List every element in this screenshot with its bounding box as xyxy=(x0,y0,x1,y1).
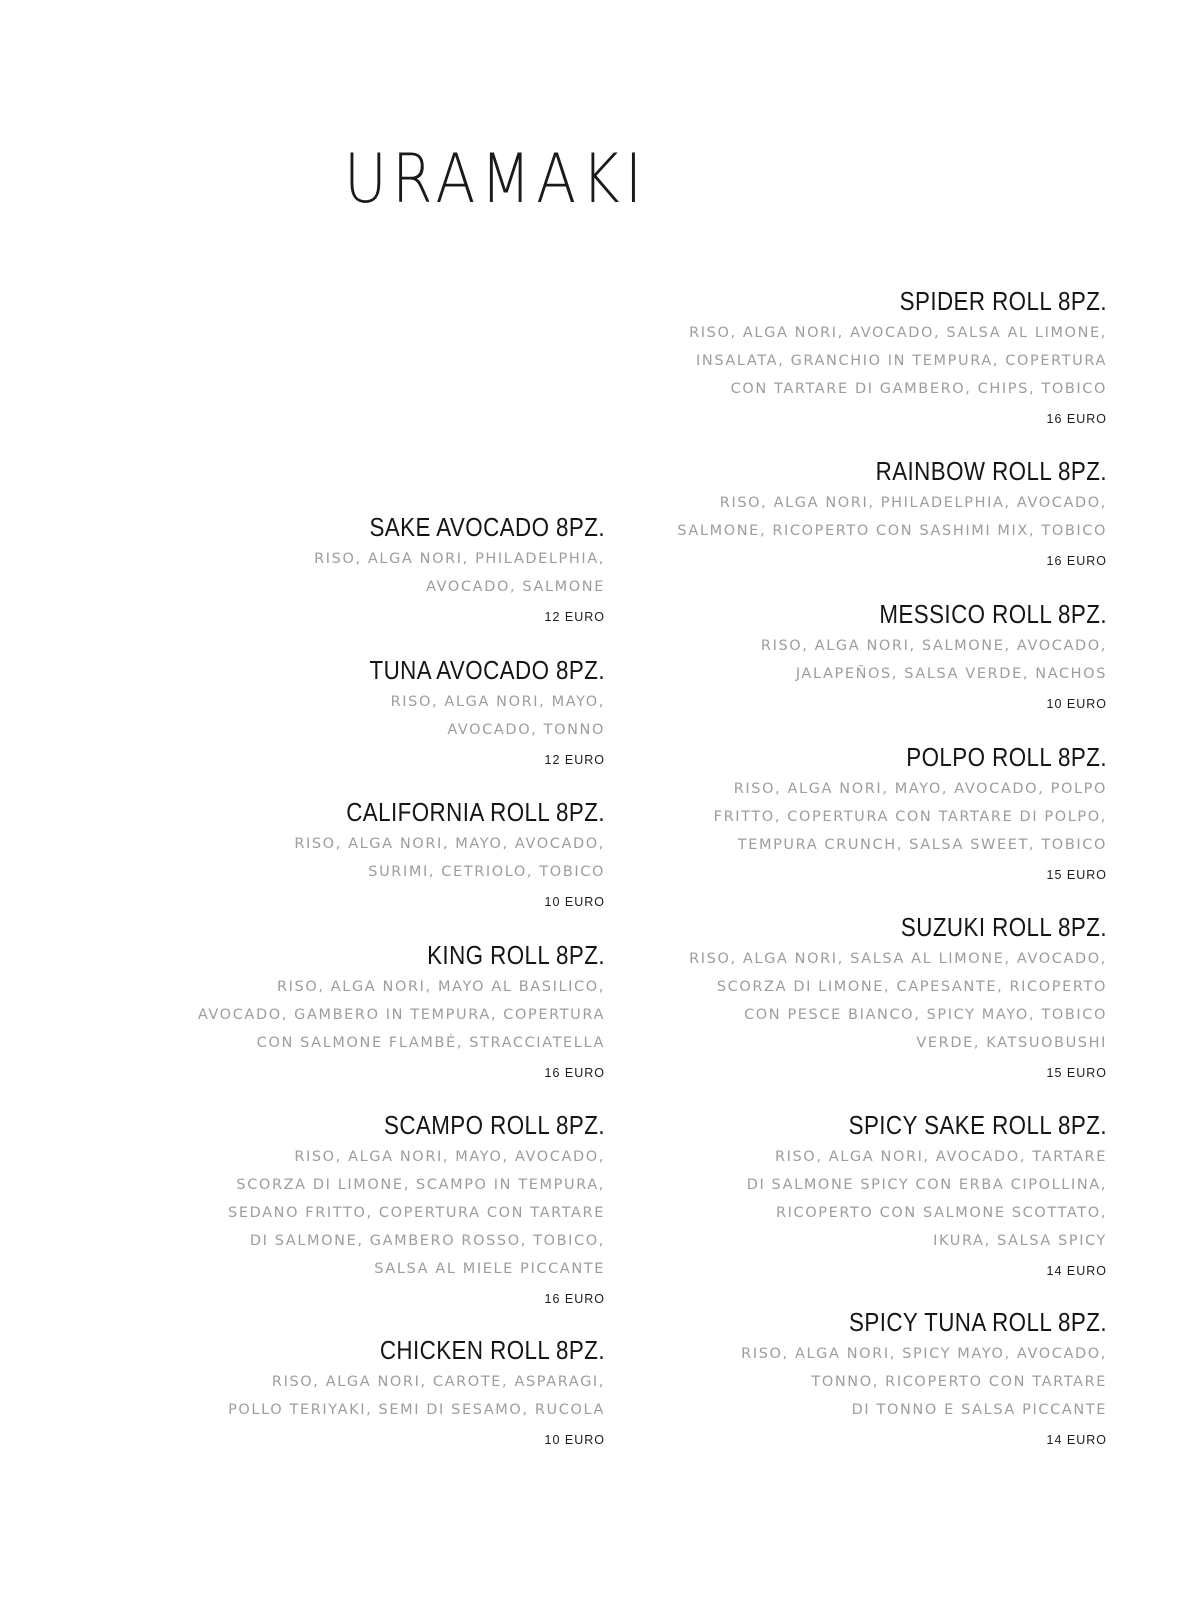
item-price: 16 EURO xyxy=(1046,554,1107,568)
description-line: DI SALMONE SPICY CON ERBA CIPOLLINA, xyxy=(746,1177,1107,1193)
description-line: DI TONNO E SALSA PICCANTE xyxy=(851,1402,1107,1418)
item-description xyxy=(125,830,605,886)
description-line: SCORZA DI LIMONE, CAPESANTE, RICOPERTO xyxy=(716,979,1107,995)
description-line: TEMPURA CRUNCH, SALSA SWEET, TOBICO xyxy=(737,837,1107,853)
description-line: AVOCADO, SALMONE xyxy=(426,579,605,595)
item-price: 16 EURO xyxy=(1046,412,1107,426)
description-line: RISO, ALGA NORI, SPICY MAYO, AVOCADO, xyxy=(741,1346,1107,1362)
item-description xyxy=(125,973,605,1057)
description-line: RISO, ALGA NORI, MAYO, AVOCADO, POLPO xyxy=(733,781,1107,797)
item-price: 14 EURO xyxy=(1046,1264,1107,1278)
description-line: RISO, ALGA NORI, AVOCADO, TARTARE xyxy=(774,1149,1107,1165)
description-line: CON TARTARE DI GAMBERO, CHIPS, TOBICO xyxy=(730,381,1107,397)
item-name: SPICY TUNA ROLL 8PZ. xyxy=(849,1307,1107,1337)
description-line: DI SALMONE, GAMBERO ROSSO, TOBICO, xyxy=(249,1233,605,1249)
description-line: TONNO, RICOPERTO CON TARTARE xyxy=(811,1374,1107,1390)
menu-item-polpo-roll xyxy=(607,742,1107,884)
description-line: RICOPERTO CON SALMONE SCOTTATO, xyxy=(775,1205,1107,1221)
description-line: RISO, ALGA NORI, MAYO, AVOCADO, xyxy=(294,836,605,852)
description-line: RISO, ALGA NORI, MAYO AL BASILICO, xyxy=(276,979,605,995)
item-description xyxy=(607,1143,1107,1255)
item-description xyxy=(607,1340,1107,1424)
item-description xyxy=(607,945,1107,1057)
item-price: 16 EURO xyxy=(544,1292,605,1306)
description-line: IKURA, SALSA SPICY xyxy=(933,1233,1107,1249)
description-line: CON PESCE BIANCO, SPICY MAYO, TOBICO xyxy=(744,1007,1107,1023)
description-line: AVOCADO, GAMBERO IN TEMPURA, COPERTURA xyxy=(197,1007,605,1023)
menu-item-rainbow-roll xyxy=(607,456,1107,570)
item-description xyxy=(607,489,1107,545)
item-description xyxy=(125,1368,605,1424)
item-price: 15 EURO xyxy=(1046,868,1107,882)
description-line: INSALATA, GRANCHIO IN TEMPURA, COPERTURA xyxy=(696,353,1107,369)
description-line: SALMONE, RICOPERTO CON SASHIMI MIX, TOBICO xyxy=(677,523,1107,539)
item-name: CALIFORNIA ROLL 8PZ. xyxy=(346,797,605,827)
item-description xyxy=(607,319,1107,403)
description-line: RISO, ALGA NORI, CAROTE, ASPARAGI, xyxy=(271,1374,605,1390)
description-line: SALSA AL MIELE PICCANTE xyxy=(374,1261,605,1277)
menu-item-king-roll xyxy=(125,940,605,1082)
item-name: CHICKEN ROLL 8PZ. xyxy=(379,1335,605,1365)
description-line: SURIMI, CETRIOLO, TOBICO xyxy=(368,864,605,880)
menu-item-suzuki-roll xyxy=(607,912,1107,1082)
menu-item-spicy-sake-roll xyxy=(607,1110,1107,1280)
item-price: 10 EURO xyxy=(1046,697,1107,711)
item-name: KING ROLL 8PZ. xyxy=(427,940,605,970)
description-line: VERDE, KATSUOBUSHI xyxy=(916,1035,1107,1051)
description-line: SCORZA DI LIMONE, SCAMPO IN TEMPURA, xyxy=(236,1177,605,1193)
description-line: FRITTO, COPERTURA CON TARTARE DI POLPO, xyxy=(713,809,1107,825)
item-description xyxy=(607,775,1107,859)
item-price: 10 EURO xyxy=(544,1433,605,1447)
description-line: RISO, ALGA NORI, PHILADELPHIA, AVOCADO, xyxy=(719,495,1107,511)
menu-item-california-roll xyxy=(125,797,605,911)
description-line: RISO, ALGA NORI, AVOCADO, SALSA AL LIMONE, xyxy=(689,325,1107,341)
item-name: SPICY SAKE ROLL 8PZ. xyxy=(848,1110,1107,1140)
item-name: TUNA AVOCADO 8PZ. xyxy=(369,655,605,685)
item-price: 16 EURO xyxy=(544,1066,605,1080)
menu-item-sake-avocado xyxy=(125,512,605,626)
item-name: POLPO ROLL 8PZ. xyxy=(906,742,1107,772)
description-line: POLLO TERIYAKI, SEMI DI SESAMO, RUCOLA xyxy=(228,1402,605,1418)
item-name: SAKE AVOCADO 8PZ. xyxy=(369,512,605,542)
menu-item-spider-roll xyxy=(607,286,1107,428)
menu-item-chicken-roll xyxy=(125,1335,605,1449)
item-name: SUZUKI ROLL 8PZ. xyxy=(900,912,1107,942)
item-name: SPIDER ROLL 8PZ. xyxy=(899,286,1107,316)
description-line: SEDANO FRITTO, COPERTURA CON TARTARE xyxy=(228,1205,605,1221)
item-price: 14 EURO xyxy=(1046,1433,1107,1447)
description-line: RISO, ALGA NORI, SALSA AL LIMONE, AVOCADO, xyxy=(689,951,1107,967)
item-name: MESSICO ROLL 8PZ. xyxy=(879,599,1107,629)
item-description xyxy=(125,1143,605,1283)
item-price: 12 EURO xyxy=(544,753,605,767)
menu-item-tuna-avocado xyxy=(125,655,605,769)
item-description xyxy=(607,632,1107,688)
menu-item-scampo-roll xyxy=(125,1110,605,1308)
description-line: JALAPEÑOS, SALSA VERDE, NACHOS xyxy=(795,666,1107,682)
description-line: RISO, ALGA NORI, MAYO, xyxy=(390,694,605,710)
description-line: CON SALMONE FLAMBÉ, STRACCIATELLA xyxy=(256,1035,605,1051)
item-price: 10 EURO xyxy=(544,895,605,909)
description-line: RISO, ALGA NORI, MAYO, AVOCADO, xyxy=(294,1149,605,1165)
description-line: AVOCADO, TONNO xyxy=(447,722,605,738)
item-description xyxy=(125,688,605,744)
page-title: URAMAKI xyxy=(344,140,648,219)
menu-item-spicy-tuna-roll xyxy=(607,1307,1107,1449)
item-name: SCAMPO ROLL 8PZ. xyxy=(383,1110,605,1140)
item-price: 12 EURO xyxy=(544,610,605,624)
description-line: RISO, ALGA NORI, PHILADELPHIA, xyxy=(314,551,605,567)
description-line: RISO, ALGA NORI, SALMONE, AVOCADO, xyxy=(760,638,1107,654)
item-price: 15 EURO xyxy=(1046,1066,1107,1080)
item-description xyxy=(125,545,605,601)
item-name: RAINBOW ROLL 8PZ. xyxy=(875,456,1107,486)
menu-item-messico-roll xyxy=(607,599,1107,713)
